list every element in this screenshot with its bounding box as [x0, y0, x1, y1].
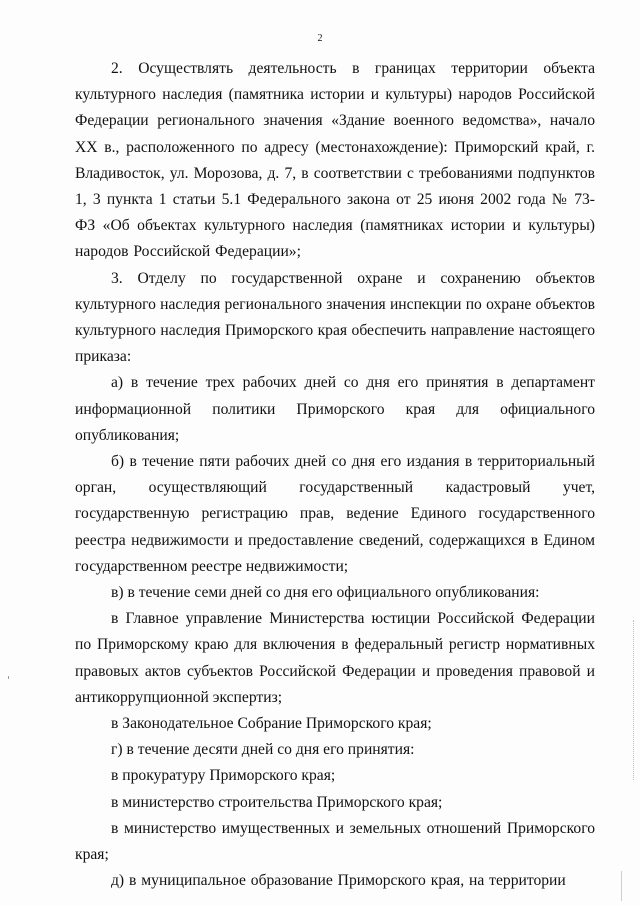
paragraph-item-3: 3. Отделу по государственной охране и сохранению объектов культурного наследия регионального значения инспекции по охране объектов культурного наследия Приморского края обеспечить направление настоящего приказа:: [75, 269, 595, 366]
page-number: 2: [317, 33, 323, 44]
paragraph-subitem-g: г) в течение десяти дней со дня его принятия:: [111, 741, 415, 759]
paragraph-subitem-a: а) в течение трех рабочих дней со дня его принятия в департамент информационной политики Приморского края для официального опубликования;: [75, 374, 595, 444]
scan-artifact-speck: [8, 676, 9, 679]
paragraph-ministry-construction: в министерство строительства Приморского края;: [111, 793, 443, 811]
paragraph-ministry-justice: в Главное управление Министерства юстиции Российской Федерации по Приморскому краю для включения в федеральный регистр нормативных правовых актов субъектов Российской Федерации и проведения правовой и антикоррупционной экспертиз;: [75, 610, 595, 706]
paragraph-legislative-assembly: в Законодательное Собрание Приморского края;: [111, 715, 432, 733]
document-body: [75, 56, 595, 895]
scan-artifact-bottom: [620, 871, 622, 901]
paragraph-ministry-property: в министерство имущественных и земельных отношений Приморского края;: [75, 819, 595, 864]
scan-artifact-edge: [632, 620, 634, 780]
paragraph-prosecutor: в прокуратуру Приморского края;: [111, 767, 336, 785]
paragraph-subitem-d: д) в муниципальное образование Приморского края, на территории: [111, 872, 566, 890]
paragraph-item-2: 2. Осуществлять деятельность в границах территории объекта культурного наследия (памятника истории и культуры) народов Российской Федерации регионального значения «Здание военного ведомства», начало XX в., расположенного по адресу (местонахождение): Приморский край, г. Владивосток, ул. Морозова, д. 7, в соответствии с требованиями подпунктов 1, 3 пункта 1 статьи 5.1 Федерального закона от 25 июня 2002 года № 73-ФЗ «Об объектах культурного наследия (памятниках истории и культуры) народов Российской Федерации»;: [75, 60, 595, 261]
paragraph-subitem-b: б) в течение пяти рабочих дней со дня его издания в территориальный орган, осуществляющий государственный кадастровый учет, государственную регистрацию прав, ведение Единого государственного реестра недвижимости и предоставление сведений, содержащихся в Едином государственном реестре недвижимости;: [75, 453, 595, 575]
paragraph-subitem-v: в) в течение семи дней со дня его официального опубликования:: [111, 584, 540, 602]
